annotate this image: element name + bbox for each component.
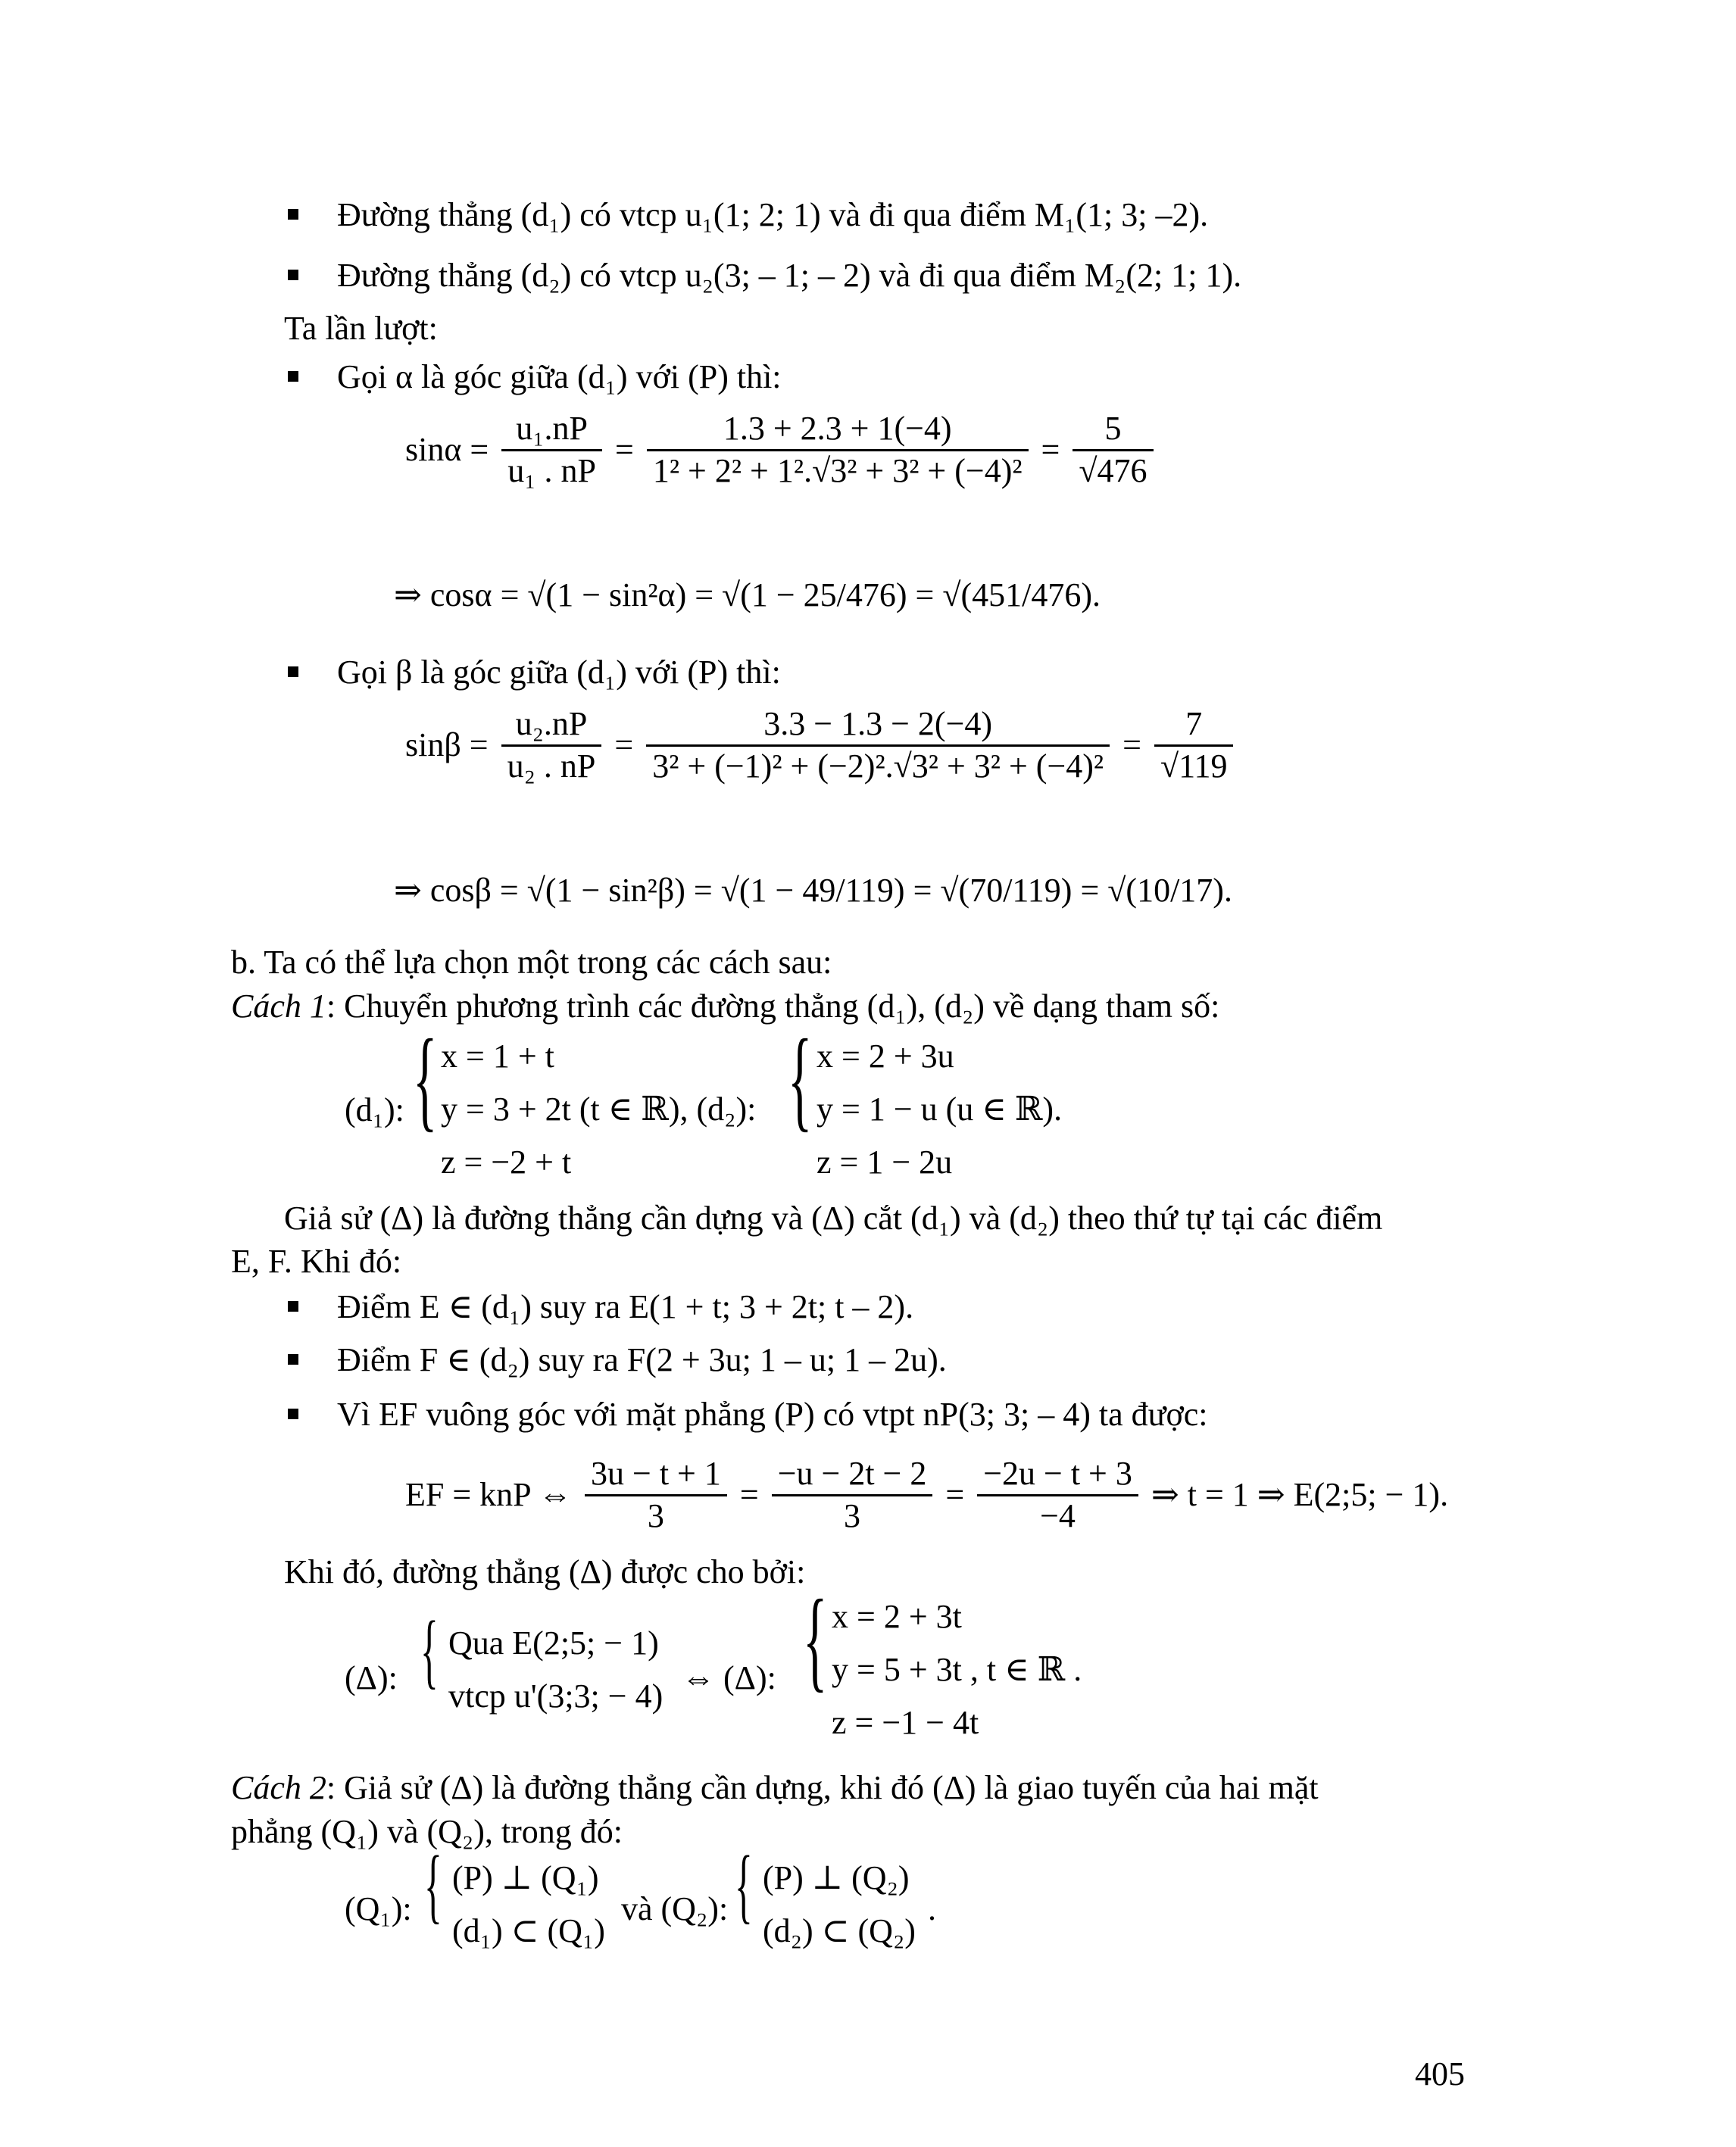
- text-line: Đường thẳng (d₁) có vtcp u₁(1; 2; 1) và đi qua điểm M₁(1; 3; –2).: [337, 196, 1209, 233]
- formula-lhs: sinα =: [405, 430, 489, 468]
- fraction: [1073, 409, 1153, 492]
- fraction-den: 3: [647, 1496, 664, 1534]
- brace: {: [803, 1577, 828, 1702]
- fraction-den: −4: [1040, 1496, 1076, 1534]
- fraction-den: 1² + 2² + 1².√3² + 3² + (−4)²: [652, 451, 1023, 489]
- fraction-num: −2u − t + 3: [977, 1454, 1138, 1496]
- text-line: Điểm F ∈ (d₂) suy ra F(2 + 3u; 1 – u; 1 – 2u).: [337, 1341, 947, 1378]
- fraction-num: 3.3 − 1.3 − 2(−4): [646, 704, 1110, 747]
- formula-sin-beta: sinβ = $\frac{\text{u₂.nP}}{\text{u₂ . nP}}$ = $\frac{3.3 - 1.3 - 2(-4)}{\text{3² + (−1)² + (−2)².√3² + 3² + (−4)²}}$ = $\frac{7}{√119}$: [405, 704, 1238, 787]
- bullet: [288, 666, 298, 677]
- text-line: Khi đó, đường thẳng (Δ) được cho bởi:: [284, 1553, 806, 1590]
- equation: z = −1 − 4t: [832, 1704, 979, 1741]
- equation: y = 3 + 2t (t ∈ ℝ), (d₂):: [441, 1091, 757, 1128]
- equation-system: [832, 1590, 1082, 1749]
- equation: (P) ⊥ (Q₂): [763, 1859, 910, 1896]
- text-line: [231, 987, 1219, 1027]
- equation: (d₂) ⊂ (Q₂): [763, 1912, 916, 1949]
- text-line: Gọi β là góc giữa (d₁) với (P) thì:: [337, 654, 781, 691]
- text-line: phẳng (Q₁) và (Q₂), trong đó:: [231, 1813, 623, 1850]
- bullet: [288, 371, 298, 382]
- formula-ef: EF = knP ⇔ $\frac{3u - t + 1}{3}$ = $\frac{-u - 2t - 2}{3}$ = $\frac{-2u - t + 3}{-4}$ ⇒ t = 1 ⇒ E(2;5; − 1).: [405, 1454, 1448, 1537]
- equation: vtcp u'(3;3; − 4): [448, 1677, 663, 1715]
- brace: {: [788, 1016, 813, 1142]
- fraction: [977, 1454, 1138, 1537]
- equation-system: [816, 1030, 1062, 1189]
- connector: và (Q₂):: [621, 1890, 729, 1927]
- fraction-den: 3: [844, 1496, 861, 1534]
- fraction-num: 1.3 + 2.3 + 1(−4): [647, 409, 1029, 451]
- fraction: [501, 409, 602, 492]
- formula-lhs: EF = knP ⇔: [405, 1475, 572, 1513]
- brace: {: [424, 1839, 442, 1931]
- brace: {: [420, 1604, 439, 1696]
- bullet: [288, 209, 298, 220]
- bullet: [288, 270, 298, 280]
- bullet: [288, 1354, 298, 1365]
- brace: {: [735, 1839, 753, 1931]
- method-label: Cách 1: [231, 988, 326, 1025]
- system-label: (Δ):: [345, 1659, 398, 1696]
- period: .: [928, 1890, 936, 1927]
- text-line: Đường thẳng (d₂) có vtcp u₂(3; – 1; – 2) và đi qua điểm M₂(2; 1; 1).: [337, 257, 1242, 294]
- fraction-num: 7: [1154, 704, 1234, 747]
- text-line: Vì EF vuông góc với mặt phẳng (P) có vtpt nP(3; 3; – 4) ta được:: [337, 1396, 1208, 1433]
- equation: (P) ⊥ (Q₁): [452, 1859, 599, 1896]
- equation: x = 2 + 3u: [816, 1038, 954, 1075]
- text-line: Gọi α là góc giữa (d₁) với (P) thì:: [337, 358, 782, 395]
- fraction: [501, 704, 602, 787]
- fraction: [1154, 704, 1234, 787]
- fraction-den: √476: [1079, 451, 1147, 489]
- equation-system: [441, 1030, 756, 1189]
- fraction-den: √119: [1160, 747, 1228, 785]
- formula-cos-alpha: ⇒ cosα = √(1 − sin²α) = √(1 − 25/476) = √(451/476).: [394, 576, 1101, 613]
- equation: y = 5 + 3t , t ∈ ℝ .: [832, 1651, 1082, 1688]
- fraction-num: u₂.nP: [501, 704, 602, 747]
- text-line: Ta lần lượt:: [284, 310, 438, 347]
- fraction: [646, 704, 1110, 787]
- fraction: [772, 1454, 933, 1537]
- text-fragment: : Giả sử (Δ) là đường thẳng cần dựng, khi đó (Δ) là giao tuyến của hai mặt: [326, 1769, 1319, 1806]
- fraction-den: u₁ . nP: [507, 451, 597, 489]
- equation: (d₁) ⊂ (Q₁): [452, 1912, 605, 1949]
- brace: {: [413, 1016, 438, 1142]
- text-line: Điểm E ∈ (d₁) suy ra E(1 + t; 3 + 2t; t – 2).: [337, 1288, 914, 1325]
- text-line: E, F. Khi đó:: [231, 1243, 402, 1280]
- equivalence: ⇔ (Δ):: [682, 1659, 776, 1696]
- system-label: (Q₁):: [345, 1890, 412, 1927]
- page-number: 405: [1415, 2055, 1465, 2092]
- method-label: Cách 2: [231, 1769, 326, 1806]
- fraction-num: u₁.nP: [501, 409, 602, 451]
- formula-rhs: ⇒ t = 1 ⇒ E(2;5; − 1).: [1151, 1475, 1449, 1513]
- equation: z = −2 + t: [441, 1144, 572, 1181]
- formula-lhs: sinβ =: [405, 726, 489, 763]
- text-line: b. Ta có thể lựa chọn một trong các cách sau:: [231, 944, 832, 981]
- equation-system: [452, 1852, 605, 1958]
- equation: z = 1 − 2u: [816, 1144, 953, 1181]
- fraction-num: 5: [1073, 409, 1153, 451]
- equation: x = 2 + 3t: [832, 1598, 962, 1635]
- fraction-den: 3² + (−1)² + (−2)².√3² + 3² + (−4)²: [652, 747, 1104, 785]
- equation-system: [448, 1617, 663, 1723]
- equation: y = 1 − u (u ∈ ℝ).: [816, 1091, 1063, 1128]
- text-line: Giả sử (Δ) là đường thẳng cần dựng và (Δ) cắt (d₁) và (d₂) theo thứ tự tại các điểm: [284, 1200, 1383, 1237]
- equation-system: [763, 1852, 916, 1958]
- bullet: [288, 1301, 298, 1312]
- fraction: [647, 409, 1029, 492]
- system-label: (d₁):: [345, 1091, 404, 1128]
- fraction-num: 3u − t + 1: [585, 1454, 727, 1496]
- formula-cos-beta: ⇒ cosβ = √(1 − sin²β) = √(1 − 49/119) = √(70/119) = √(10/17).: [394, 872, 1232, 909]
- text-line: [231, 1768, 1319, 1808]
- formula-sin-alpha: sinα = $\frac{\text{u₁.nP}}{\text{u₁ . nP}}$ = $\frac{1.3 + 2.3 + 1(-4)}{\text{1² + 2² + 1².√3² + 3² + (−4)²}}$ = $\frac{5}{√476}$: [405, 409, 1158, 492]
- fraction-num: −u − 2t − 2: [772, 1454, 933, 1496]
- equation: Qua E(2;5; − 1): [448, 1624, 659, 1662]
- text-fragment: : Chuyển phương trình các đường thẳng (d₁), (d₂) về dạng tham số:: [326, 988, 1220, 1025]
- equation: x = 1 + t: [441, 1038, 554, 1075]
- bullet: [288, 1409, 298, 1419]
- fraction-den: u₂ . nP: [507, 747, 596, 785]
- fraction: [585, 1454, 727, 1537]
